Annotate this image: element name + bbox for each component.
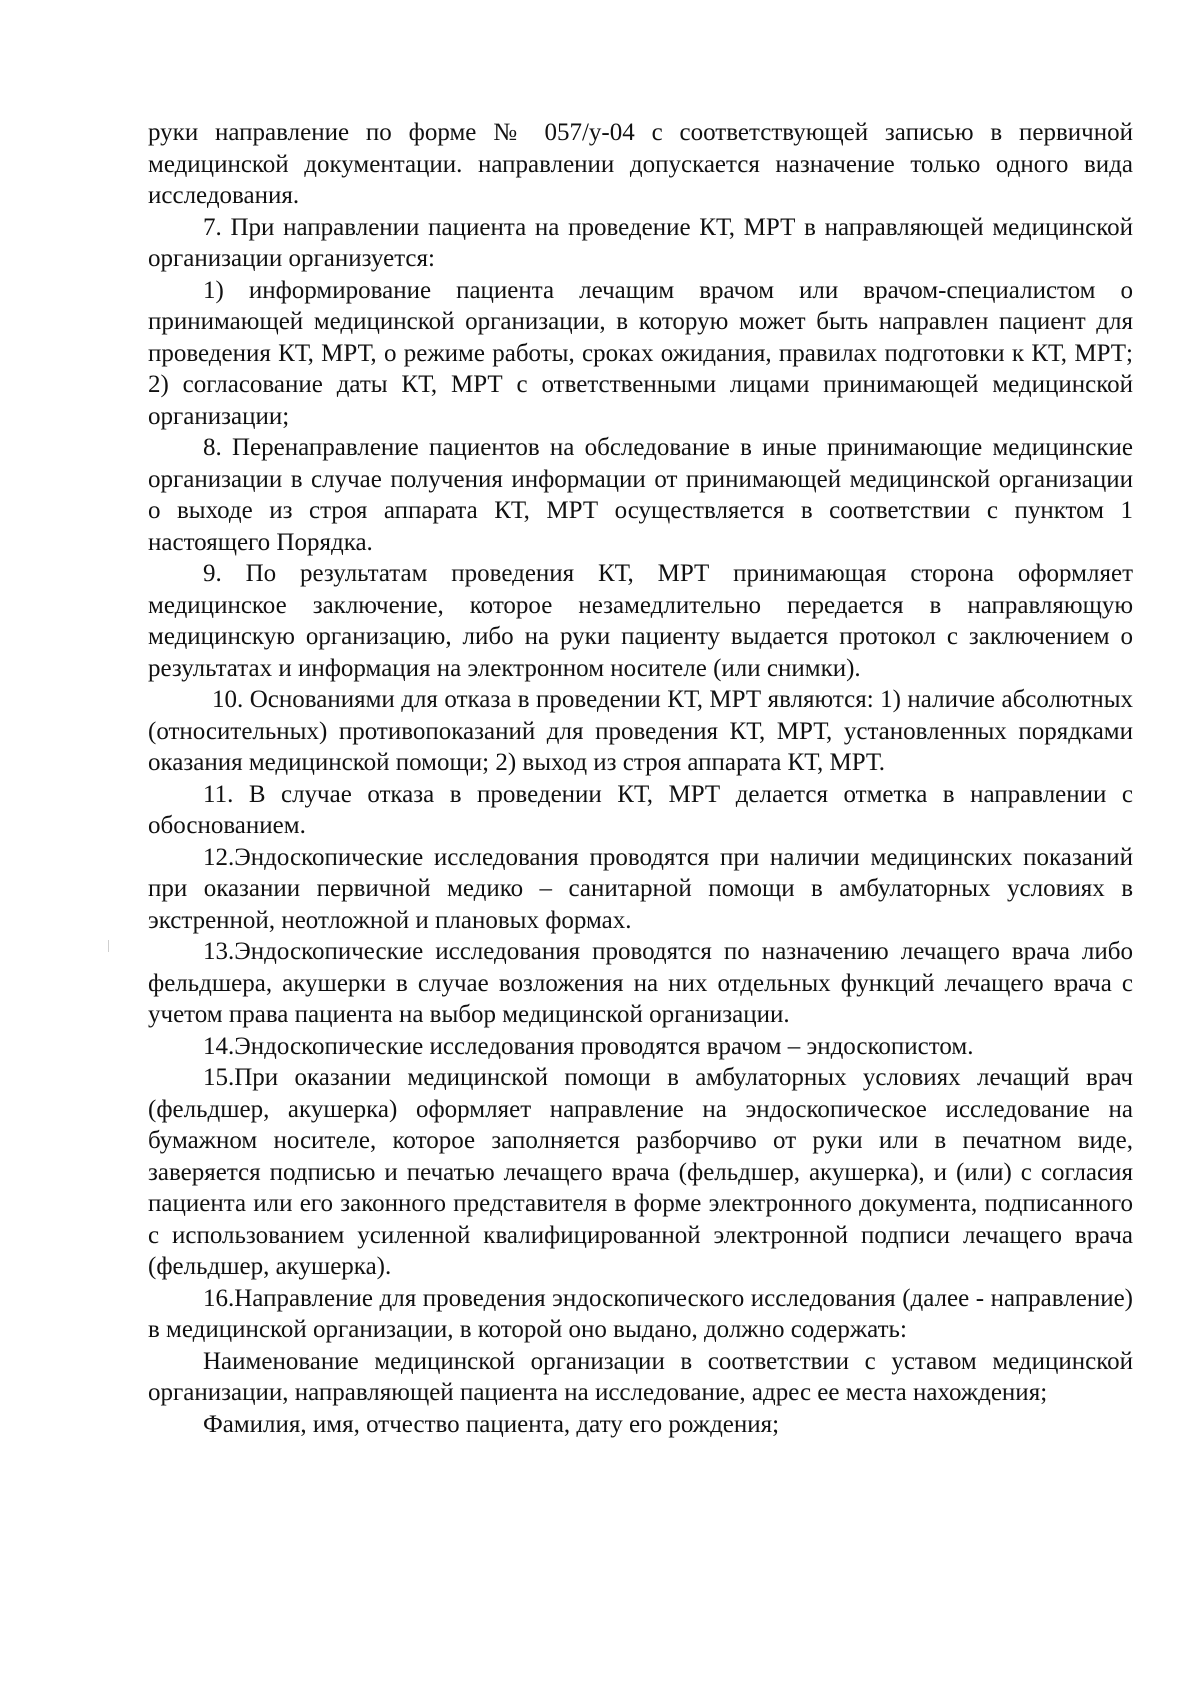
paragraph-8: 8. Перенаправление пациентов на обследование в иные принимающие медицинские организации в случае получения информации от принимающей медицинской организации о выходе из строя аппарата КТ, МРТ осуществляется в соответствии с пунктом 1 настоящего Порядка.: [148, 434, 1133, 556]
paragraph-12: 12.Эндоскопические исследования проводятся при наличии медицинских показаний при оказании первичной медико – санитарной помощи в амбулаторных условиях в экстренной, неотложной и плановых формах.: [148, 843, 1133, 934]
paragraph-7-subitems: 1) информирование пациента лечащим врачом или врачом-специалистом о принимающей медицинской организации, в которую может быть направлен пациент для проведения КТ, МРТ, о режиме работы, сроках ожидания, правилах подготовки к КТ, МРТ; 2) согласование даты КТ, МРТ с ответственными лицами принимающей медицинской организации;: [148, 276, 1133, 430]
paragraph-16-organization-name: Наименование медицинской организации в соответствии с уставом медицинской организации, направляющей пациента на исследование, адрес ее места нахождения;: [148, 1347, 1133, 1406]
paragraph-11: 11. В случае отказа в проведении КТ, МРТ делается отметка в направлении с обоснованием.: [148, 780, 1133, 839]
paragraph-continuation: руки направление по форме № 057/у-04 с соответствующей записью в первичной медицинской документации. направлении допускается назначение только одного вида исследования.: [148, 119, 1133, 209]
paragraph-16: 16.Направление для проведения эндоскопического исследования (далее - направление) в медицинской организации, в которой оно выдано, должно содержать:: [148, 1284, 1133, 1343]
scan-margin-mark: [108, 940, 109, 952]
paragraph-15: 15.При оказании медицинской помощи в амбулаторных условиях лечащий врач (фельдшер, акушерка) оформляет направление на эндоскопическое исследование на бумажном носителе, которое заполняется разборчиво от руки или в печатном виде, заверяется подписью и печатью лечащего врача (фельдшер, акушерка), и (или) с согласия пациента или его законного представителя в форме электронного документа, подписанного с использованием усиленной квалифицированной электронной подписи лечащего врача (фельдшер, акушерка).: [148, 1064, 1133, 1280]
paragraph-9: 9. По результатам проведения КТ, МРТ принимающая сторона оформляет медицинское заключение, которое незамедлительно передается в направляющую медицинскую организацию, либо на руки пациенту выдается протокол с заключением о результатах и информация на электронном носителе (или снимки).: [148, 560, 1133, 682]
document-body: [148, 117, 1133, 1440]
paragraph-14: 14.Эндоскопические исследования проводятся врачом – эндоскопистом.: [203, 1032, 974, 1060]
paragraph-16-patient-name: Фамилия, имя, отчество пациента, дату его рождения;: [203, 1410, 780, 1438]
paragraph-13: 13.Эндоскопические исследования проводятся по назначению лечащего врача либо фельдшера, акушерки в случае возложения на них отдельных функций лечащего врача с учетом права пациента на выбор медицинской организации.: [148, 938, 1133, 1028]
paragraph-7: 7. При направлении пациента на проведение КТ, МРТ в направляющей медицинской организации организуется:: [148, 213, 1133, 272]
paragraph-10: 10. Основаниями для отказа в проведении КТ, МРТ являются: 1) наличие абсолютных (относительных) противопоказаний для проведения КТ, МРТ, установленных порядками оказания медицинской помощи; 2) выход из строя аппарата КТ, МРТ.: [148, 686, 1133, 776]
